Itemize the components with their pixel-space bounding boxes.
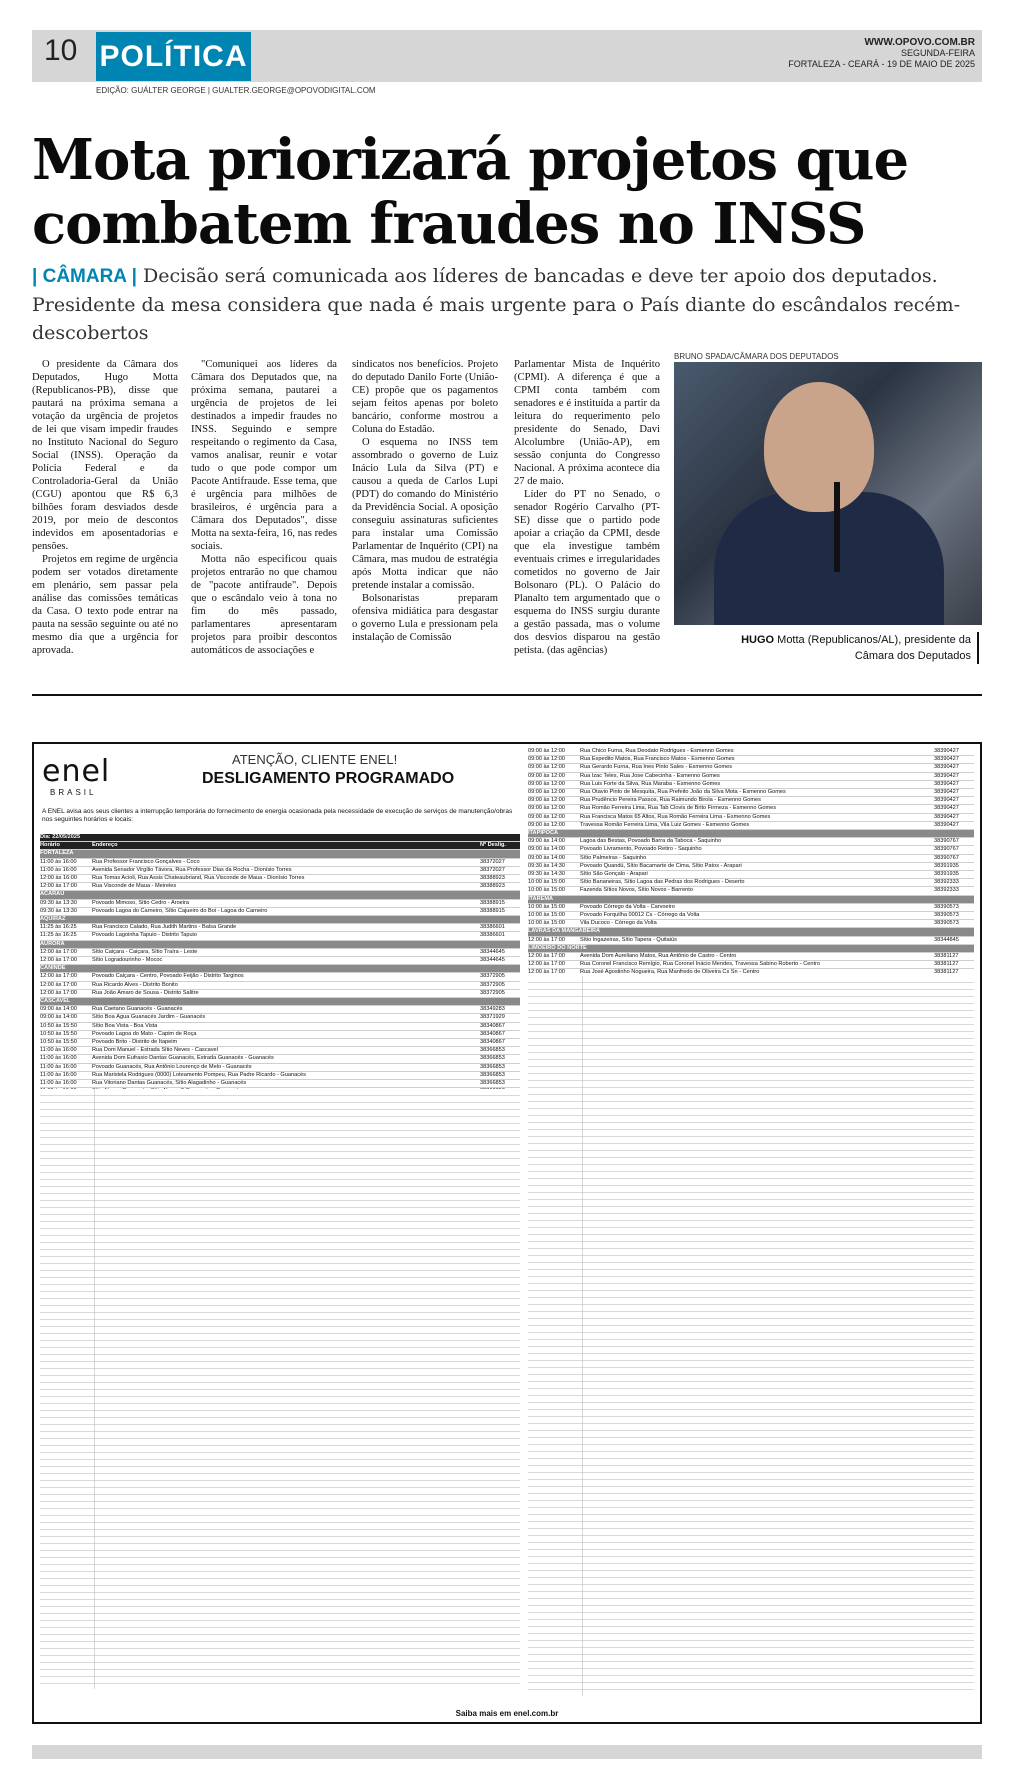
enel-logo-sub: BRASIL — [50, 788, 97, 797]
caption-text: Motta (Republicanos/AL), presidente da Câmara dos Deputados — [777, 634, 971, 662]
table-row: 11:00 às 16:00 Rua Dom Manuel - Estrada Sítio Neves - Cascavel 38366853 — [40, 1047, 520, 1055]
table-row: 09:00 às 12:00 Rua Francisca Matos 65 Altos, Rua Romão Ferreira Lima - Esmenno Gomes 38390427 — [528, 814, 974, 822]
table-row: 12:00 às 17:00 Sítio Ingazeiras, Sítio Tapera - Quitaiús 38344845 — [528, 937, 974, 945]
headline: Mota priorizará projetos que combatem fraudes no INSS — [32, 127, 909, 257]
table-row: 09:00 às 14:00 Rua Caetano Guanacés - Guanacés 38349283 — [40, 1006, 520, 1014]
ad-note: A ENEL avisa aos seus clientes a interrupção temporária do fornecimento de energia ocasionada pela necessidade de execução de serviços de manutenção/obras nos seguintes horários e locais: — [42, 808, 513, 823]
enel-logo: enel — [42, 754, 111, 789]
table-row: 11:00 às 16:00 Rua Professor Francisco Gonçalves - Coco 38372027 — [40, 859, 520, 867]
table-row: 11:00 às 16:00 Avenida Dom Eufrasio Dantas Guanacés, Estrada Guanacés - Guanacés 38366853 — [40, 1055, 520, 1063]
site-info — [788, 37, 975, 70]
municipality-row: ITAREMA — [528, 896, 974, 904]
outage-table-left-continued — [40, 1089, 520, 1689]
table-row: 09:00 às 14:00 Povoado Livramento, Povoado Retiro - Saquinho 38390767 — [528, 846, 974, 854]
table-row: 12:00 às 17:00 Rua José Agostinho Nogueira, Rua Manfredo de Oliveira Cs Sn - Centro 38381127 — [528, 969, 974, 977]
outage-table-right-continued — [528, 976, 974, 1696]
weekday: SEGUNDA-FEIRA — [900, 48, 975, 58]
municipality-row: ITAPIPOCA — [528, 830, 974, 838]
table-row: 09:00 às 12:00 Rua Otavio Pinto de Mesquita, Rua Prefeito João da Silva Mota - Esmenno Gomes 38390427 — [528, 789, 974, 797]
ad-title: DESLIGAMENTO PROGRAMADO — [202, 770, 455, 787]
table-row: 12:00 às 17:00 Povoado Caiçara - Centro, Povoado Feijão - Distrito Targinos 38372905 — [40, 973, 520, 981]
article-column-1 — [32, 358, 178, 657]
paragraph: sindicatos nos benefícios. Projeto do deputado Danilo Forte (União-CE) propõe que os pagamentos sejam feitos apenas por boleto bancário, conforme mostrou a Coluna do Estadão. — [352, 359, 498, 435]
table-row: 10:50 às 15:50 Povoado Brito - Distrito de Itapeim 38340867 — [40, 1039, 520, 1047]
col-time: Horário — [40, 842, 60, 849]
table-row: 11:25 às 16:25 Rua Francisco Calado, Rua Judith Martins - Balsa Grande 38386601 — [40, 924, 520, 932]
table-row: 11:25 às 16:25 Povoado Lagoinha Tapuio - Distrito Tapuio 38386601 — [40, 932, 520, 940]
table-row: 11:00 às 16:00 Rua Vitoriano Dantas Guanacés, Sítio Alagadinho - Guanacés 38366853 — [40, 1080, 520, 1088]
caption-name: HUGO — [741, 634, 775, 646]
outage-table-right — [528, 748, 974, 1002]
table-row: 09:00 às 12:00 Rua Chico Furna, Rua Deodato Rodrigues - Esmenno Gomes 38390427 — [528, 748, 974, 756]
paragraph: Projetos em regime de urgência podem ser votados diretamente em plenário, sem passar pela análise das comissões temáticas da Casa. O texto pode entrar na pauta na sessão seguinte ou até no mesmo dia que a urgência for aprovada. — [32, 554, 178, 656]
municipality-row: AQUIRAZ — [40, 916, 520, 924]
table-row: 12:00 às 17:00 Rua João Amaro de Sousa - Distrito Salitre 38372905 — [40, 990, 520, 998]
table-row: 10:00 às 15:00 Povoado Córrego da Volta - Carvoeiro 38390573 — [528, 904, 974, 912]
subhead-tag: | CÂMARA | — [32, 266, 137, 287]
article-column-3 — [352, 358, 498, 644]
table-row: 09:00 às 12:00 Rua Romão Ferreira Lima, Rua Tab Clovis de Brito Firmeza - Esmenno Gomes 38390427 — [528, 805, 974, 813]
table-row: 12:00 às 17:00 Avenida Dom Aureliano Matos, Rua Antônio de Castro - Centro 38381127 — [528, 953, 974, 961]
site-url[interactable]: WWW.OPOVO.COM.BR — [864, 37, 975, 48]
photo-microphone — [834, 482, 840, 572]
table-row: 12:00 às 17:00 Sítio Caiçara - Caiçara, Sítio Traíra - Leste 38344645 — [40, 949, 520, 957]
ad-attention: ATENÇÃO, CLIENTE ENEL! — [232, 752, 398, 767]
article-column-4 — [514, 358, 660, 657]
table-row: 12:00 às 17:00 Sítio Logradourinho - Mococ 38344645 — [40, 957, 520, 965]
ad-header — [42, 748, 520, 804]
paragraph: "Comuniquei aos líderes da Câmara dos Deputados que, na próxima semana, pautarei a urgência de projetos de lei destinados a impedir fraudes no INSS. Seguindo e sempre respeitando o regimento da Casa, vamos analisar, reunir e votar tudo o que pode compor um Pacote Antifraude. Esse tema, que é urgência para milhões de brasileiros, é urgência para a Câmara dos Deputados", disse Motta na sexta-feira, 16, nas redes sociais. — [191, 359, 337, 552]
municipality-row: ACARAÚ — [40, 891, 520, 899]
table-row: 12:00 às 17:00 Rua Visconde de Maua - Meireles 38388923 — [40, 883, 520, 891]
col-address: Endereço — [92, 842, 118, 849]
table-row: 09:30 às 14:30 Povoado Quandú, Sítio Bacamarte de Cima, Sítio Patos - Arapari 38391935 — [528, 863, 974, 871]
table-row: 09:00 às 12:00 Rua Gerardo Furna, Rua Ines Pinto Sales - Esmenno Gomes 38390427 — [528, 764, 974, 772]
col-number: Nº Deslig. — [480, 842, 506, 849]
table-row: 09:00 às 12:00 Rua Expedito Matos, Rua Francisco Matos - Esmenno Gomes 38390427 — [528, 756, 974, 764]
table-row: 09:30 às 13:30 Povoado Mimoso, Sítio Cedro - Aroeira 38388915 — [40, 900, 520, 908]
footer-bar — [32, 1745, 982, 1759]
municipality-row: AURORA — [40, 941, 520, 949]
section-divider — [32, 694, 982, 696]
photo-figure-head — [764, 382, 874, 512]
paragraph: Líder do PT no Senado, o senador Rogério Carvalho (PT-SE) disse que o partido pode apoiar a criação da CPMI, desde que ela investigue também eventuais crimes e irregularidades cometidos no governo de Jair Bolsonaro (PL). O Palácio do Planalto tem argumentado que o esquema do INSS surgiu durante a gestão passada, mas o volume dos desvios disparou na gestão petista. (das agências) — [514, 489, 660, 656]
table-row: 10:00 às 15:00 Vila Ducoco - Córrego da Volta 38390573 — [528, 920, 974, 928]
table-row: 09:00 às 12:00 Travessa Romão Ferreira Lima, Vila Luiz Gomes - Esmenno Gomes 38390427 — [528, 822, 974, 830]
table-row: 10:50 às 15:50 Povoado Lagoa do Mato - Capim de Roça 38340867 — [40, 1031, 520, 1039]
section-label: POLÍTICA — [96, 32, 251, 81]
paragraph: O presidente da Câmara dos Deputados, Hugo Motta (Republicanos-PB), disse que pautará na próxima semana a votação da urgência de projetos de lei que visam impedir fraudes no Instituto Nacional do Seguro Social (INSS). Operação da Polícia Federal e da Controladoria-Geral da União (CGU) apontou que R$ 6,3 bilhões foram desviados desde 2019, por meio de descontos indevidos em aposentadorias e pensões. — [32, 359, 178, 552]
table-row: 11:00 às 16:00 Rua Maristela Rodrigues (0000) Loteamento Pompeu, Rua Padre Ricardo - Guanacés 38366853 — [40, 1072, 520, 1080]
date-row: Dia: 22/05/2025 — [40, 834, 520, 842]
table-row: 12:00 às 17:00 Rua Coronel Francisco Remígio, Rua Coronel Inácio Mendes, Travessa Sabino Roberto - Centro 38381127 — [528, 961, 974, 969]
municipality-row: LAVRAS DA MANGABEIRA — [528, 928, 974, 936]
table-row: 09:00 às 12:00 Rua Prudêncio Pereira Passos, Rua Raimundo Birola - Esmenno Gomes 38390427 — [528, 797, 974, 805]
municipality-row: FORTALEZA — [40, 850, 520, 858]
table-row: 09:00 às 12:00 Rua Izac Teles, Rua Jose Cabecinha - Esmenno Gomes 38390427 — [528, 773, 974, 781]
paragraph: Parlamentar Mista de Inquérito (CPMI). A diferença é que a CPMI conta também com senadores e é instituída a partir da leitura do requerimento pelo presidente do Senado, Davi Alcolumbre (União-AP), em sessão conjunta do Congresso Nacional. A próxima acontece dia 27 de maio. — [514, 359, 660, 487]
municipality-row: CANINDÉ — [40, 965, 520, 973]
table-row: 09:00 às 14:00 Sítio Boa Água Guanacés Jardim - Guanacés 38371929 — [40, 1014, 520, 1022]
paragraph: O esquema no INSS tem assombrado o governo de Luiz Inácio Lula da Silva (PT) e causou a queda de Carlos Lupi (PDT) do comando do Ministério da Previdência Social. A oposição conseguiu assinaturas suficientes para instalar uma Comissão Parlamentar de Inquérito (CPI) na Câmara, mas mudou de estratégia após Motta indicar que não pretende instalar a comissão. — [352, 437, 498, 591]
table-row: 10:00 às 15:00 Fazenda Sítios Novos, Sítio Novos - Barrento 38392333 — [528, 887, 974, 895]
enel-advertisement — [32, 742, 982, 1724]
photo-figure-suit — [714, 492, 944, 625]
paragraph: Motta não especificou quais projetos entrarão no que chamou de "pacote antifraude". Depois que o escândalo veio à tona no fim do mês passado, parlamentares apresentaram projetos para proibir descontos automáticos de associações e — [191, 554, 337, 656]
editor-credit: EDIÇÃO: GUÁLTER GEORGE | GUALTER.GEORGE@OPOVODIGITAL.COM — [96, 86, 376, 95]
table-row: 11:00 às 16:00 Povoado Guanacés, Rua Antônio Lourenço de Melo - Guanacés 38366853 — [40, 1064, 520, 1072]
table-row: 10:00 às 15:00 Povoado Forquilha 00012 Cs - Córrego da Volta 38390573 — [528, 912, 974, 920]
table-row: 09:30 às 13:30 Povoado Lagoa do Carneiro, Sítio Cajueiro do Boi - Lagoa do Carneiro 38388915 — [40, 908, 520, 916]
municipality-row: CASCAVEL — [40, 998, 520, 1006]
subhead-text: Decisão será comunicada aos líderes de bancadas e deve ter apoio dos deputados. Presidente da mesa considera que nada é mais urgente para o País diante do escândalos recém-descobertos — [32, 265, 961, 344]
table-row: 10:50 às 15:50 Sítio Boa Vista - Boa Vista 38340867 — [40, 1023, 520, 1031]
article-column-2 — [191, 358, 337, 657]
table-row: 11:00 às 16:00 Avenida Senador Virgílio Távora, Rua Professor Dias da Rocha - Dionísio Torres 38372027 — [40, 867, 520, 875]
page-number: 10 — [44, 34, 78, 67]
table-header — [40, 842, 520, 850]
dateline: FORTALEZA - CEARÁ - 19 DE MAIO DE 2025 — [788, 59, 975, 69]
table-row: 09:00 às 12:00 Rua Luis Forte da Silva, Rua Maraba - Esmenno Gomes 38390427 — [528, 781, 974, 789]
subhead — [32, 262, 982, 347]
table-row: 09:00 às 14:00 Sítio Palmeiras - Saquinho 38390767 — [528, 855, 974, 863]
photo-caption — [731, 632, 979, 664]
table-row: 12:00 às 17:00 Rua Ricardo Alves - Distrito Bonito 38372905 — [40, 982, 520, 990]
table-row: 12:00 às 16:00 Rua Tomas Acioli, Rua Assis Chateaubriand, Rua Visconde de Maua - Dionísio Torres 38388923 — [40, 875, 520, 883]
ad-footer-link[interactable]: Saiba mais em enel.com.br — [455, 1709, 559, 1718]
table-row: 09:30 às 14:30 Sítio São Gonçalo - Arapari 38391935 — [528, 871, 974, 879]
table-row: 09:00 às 14:00 Lagoa das Bestas, Povoado Barra da Taboca - Saquinho 38390767 — [528, 838, 974, 846]
article-photo — [674, 362, 982, 625]
outage-table-left — [40, 834, 520, 1105]
paragraph: Bolsonaristas preparam ofensiva midiática para desgastar o governo Lula e pressionam pela instalação de Comissão — [352, 593, 498, 643]
photo-credit: BRUNO SPADA/CÂMARA DOS DEPUTADOS — [674, 352, 839, 361]
table-row: 10:00 às 15:00 Sítio Bananeiras, Sítio Lagoa das Pedras dos Rodrigues - Deserto 38392333 — [528, 879, 974, 887]
municipality-row: LIMOEIRO DO NORTE — [528, 945, 974, 953]
